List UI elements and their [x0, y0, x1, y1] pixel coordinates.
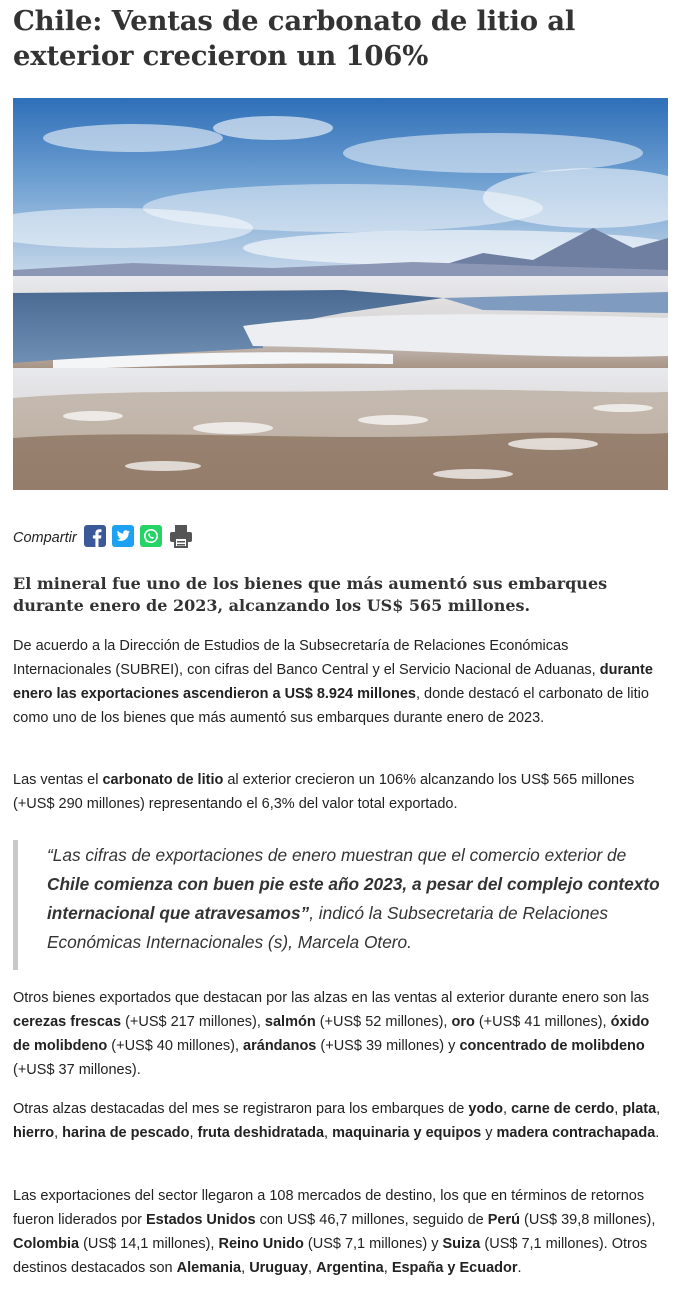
paragraph-4: Otras alzas destacadas del mes se registraron para los embarques de yodo, carne de cerdo, plata, hierro, harina de pescado, fruta deshidratada, maquinaria y equipos y madera contrachapada. [13, 1101, 661, 1141]
quote-text: “Las cifras de exportaciones de enero muestran que el comercio exterior de Chile comienza con buen pie este año 2023, a pesar del complejo contexto internacional que atravesamos”, indicó la Subsecretaria de Relaciones Económicas Internacionales (s), Marcela Otero. [47, 845, 660, 952]
print-icon[interactable] [168, 525, 194, 547]
facebook-icon[interactable] [84, 525, 106, 547]
share-bar [13, 522, 200, 550]
article-title: Chile: Ventas de carbonato de litio al exterior crecieron un 106% [13, 5, 576, 72]
twitter-icon[interactable] [112, 525, 134, 547]
paragraph-5: Las exportaciones del sector llegaron a 108 mercados de destino, los que en términos de retornos fueron liderados por Estados Unidos con US$ 46,7 millones, seguido de Perú (US$ 39,8 millones), Colombia (US$ 14,1 millones), Reino Unido (US$ 7,1 millones) y Suiza (US$ 7,1 millones). Otros destinos destacados son Alemania, Uruguay, Argentina, España y Ecuador. [13, 1188, 656, 1276]
paragraph-1: De acuerdo a la Dirección de Estudios de la Subsecretaría de Relaciones Económicas Internacionales (SUBREI), con cifras del Banco Central y el Servicio Nacional de Aduanas, durante enero las exportaciones ascendieron a US$ 8.924 millones, donde destacó el carbonato de litio como uno de los bienes que más aumentó sus embarques durante enero de 2023. [13, 638, 653, 726]
share-label: Compartir [13, 530, 77, 546]
paragraph-2: Las ventas el carbonato de litio al exterior crecieron un 106% alcanzando los US$ 565 millones (+US$ 290 millones) representando el 6,3% del valor total exportado. [13, 772, 635, 812]
paragraph-3: Otros bienes exportados que destacan por las alzas en las ventas al exterior durante enero son las cerezas frescas (+US$ 217 millones), salmón (+US$ 52 millones), oro (+US$ 41 millones), óxido de molibdeno (+US$ 40 millones), arándanos (+US$ 39 millones) y concentrado de molibdeno (+US$ 37 millones). [13, 990, 650, 1078]
blockquote [13, 840, 674, 970]
article-lead: El mineral fue uno de los bienes que más aumentó sus embarques durante enero de 2023, alcanzando los US$ 565 millones. [13, 574, 608, 615]
whatsapp-icon[interactable] [140, 525, 162, 547]
hero-image-salt-flat [13, 98, 668, 490]
